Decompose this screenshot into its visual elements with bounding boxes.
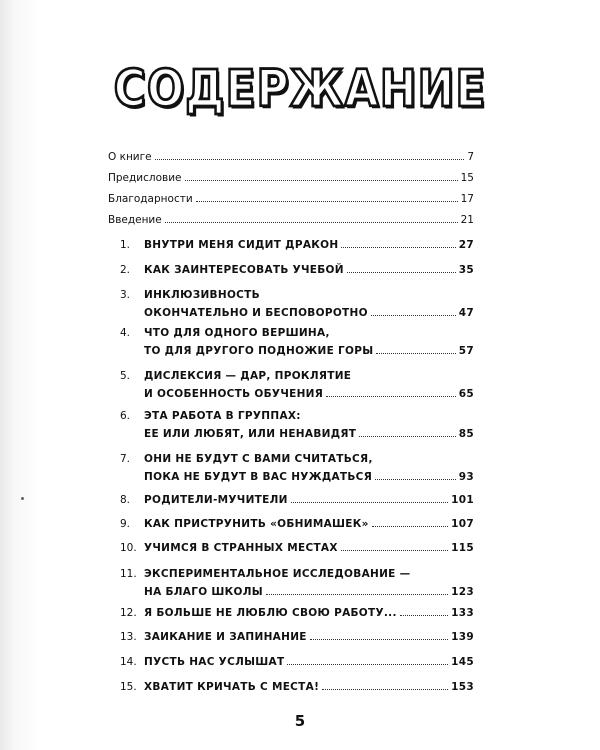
chapter-number: 13. bbox=[120, 631, 137, 643]
chapter-title bbox=[144, 680, 474, 694]
chapter-page: 123 bbox=[451, 586, 474, 598]
leader-dots bbox=[347, 271, 456, 273]
chapter-title bbox=[144, 369, 474, 401]
page-title: СОДЕРЖАНИЕ bbox=[113, 60, 487, 119]
chapter-title bbox=[144, 238, 474, 252]
leader-dots bbox=[185, 179, 458, 181]
scan-speck bbox=[21, 497, 24, 500]
chapter-title-line: ДИСЛЕКСИЯ — ДАР, ПРОКЛЯТИЕ bbox=[144, 370, 352, 382]
chapter-number: 11. bbox=[120, 568, 137, 580]
leader-dots bbox=[326, 395, 456, 397]
chapter-page: 35 bbox=[458, 264, 474, 276]
leader-dots bbox=[371, 314, 456, 316]
chapter-title-text: НА БЛАГО ШКОЛЫ bbox=[144, 586, 263, 598]
toc-entry-line bbox=[108, 213, 474, 227]
chapter-number: 1. bbox=[120, 239, 131, 251]
toc-entry-line bbox=[108, 171, 474, 185]
toc-entry-label: О книге bbox=[108, 151, 152, 163]
chapter-title-text: ЗАИКАНИЕ И ЗАПИНАНИЕ bbox=[144, 631, 307, 643]
leader-dots bbox=[291, 501, 448, 503]
toc-entry-label: Введение bbox=[108, 214, 162, 226]
toc-entry-page: 15 bbox=[460, 172, 474, 184]
chapter-title-text: ЕЕ ИЛИ ЛЮБЯТ, ИЛИ НЕНАВИДЯТ bbox=[144, 428, 357, 440]
leader-dots bbox=[341, 246, 455, 248]
chapter-number: 14. bbox=[120, 656, 137, 668]
leader-dots bbox=[165, 221, 458, 223]
chapter-title-line: ЭКСПЕРИМЕНТАЛЬНОЕ ИССЛЕДОВАНИЕ — bbox=[144, 568, 411, 580]
chapter-title-text: РОДИТЕЛИ-МУЧИТЕЛИ bbox=[144, 494, 288, 506]
chapter-number: 15. bbox=[120, 681, 137, 693]
chapter-page: 85 bbox=[458, 428, 474, 440]
chapter-page: 27 bbox=[458, 239, 474, 251]
leader-dots bbox=[287, 663, 448, 665]
chapter-title-text: КАК ПРИСТРУНИТЬ «ОБНИМАШЕК» bbox=[144, 518, 369, 530]
leader-dots bbox=[196, 200, 458, 202]
chapter-page: 107 bbox=[451, 518, 474, 530]
chapter-page: 139 bbox=[451, 631, 474, 643]
chapter-title bbox=[144, 326, 474, 358]
chapter-title-line bbox=[144, 263, 474, 277]
chapter-title-line: ОНИ НЕ БУДУТ С ВАМИ СЧИТАТЬСЯ, bbox=[144, 453, 373, 465]
chapter-title-text: ВНУТРИ МЕНЯ СИДИТ ДРАКОН bbox=[144, 239, 339, 251]
chapter-title-line bbox=[144, 387, 474, 401]
chapter-page: 145 bbox=[451, 656, 474, 668]
chapter-title bbox=[144, 288, 474, 320]
chapter-title-line bbox=[144, 680, 474, 694]
chapter-number: 8. bbox=[120, 494, 131, 506]
chapter-title-line bbox=[144, 630, 474, 644]
chapter-title bbox=[144, 409, 474, 441]
leader-dots bbox=[359, 435, 456, 437]
page-number: 5 bbox=[294, 712, 306, 730]
chapter-title-text: ТО ДЛЯ ДРУГОГО ПОДНОЖИЕ ГОРЫ bbox=[144, 345, 374, 357]
leader-dots bbox=[375, 478, 456, 480]
chapter-title-text: КАК ЗАИНТЕРЕСОВАТЬ УЧЕБОЙ bbox=[144, 264, 344, 276]
chapter-title-text: ОКОНЧАТЕЛЬНО И БЕСПОВОРОТНО bbox=[144, 307, 368, 319]
chapter-title-text: И ОСОБЕННОСТЬ ОБУЧЕНИЯ bbox=[144, 388, 324, 400]
chapter-title bbox=[144, 567, 474, 599]
chapter-title-text: ПОКА НЕ БУДУТ В ВАС НУЖДАТЬСЯ bbox=[144, 471, 373, 483]
chapter-title-line: ИНКЛЮЗИВНОСТЬ bbox=[144, 289, 260, 301]
leader-dots bbox=[372, 525, 448, 527]
chapter-page: 101 bbox=[451, 494, 474, 506]
chapter-title bbox=[144, 541, 474, 555]
chapter-number: 10. bbox=[120, 542, 137, 554]
chapter-title-line bbox=[144, 470, 474, 484]
chapter-title-text: УЧИМСЯ В СТРАННЫХ МЕСТАХ bbox=[144, 542, 338, 554]
chapter-title-line: ЭТА РАБОТА В ГРУППАХ: bbox=[144, 410, 301, 422]
toc-entry[interactable] bbox=[108, 171, 474, 185]
chapter-title bbox=[144, 630, 474, 644]
chapter-title bbox=[144, 606, 474, 620]
chapter-title-line bbox=[144, 585, 474, 599]
chapter-page: 153 bbox=[451, 681, 474, 693]
chapter-number: 4. bbox=[120, 327, 131, 339]
chapter-number: 12. bbox=[120, 607, 137, 619]
chapter-page: 115 bbox=[451, 542, 474, 554]
chapter-number: 7. bbox=[120, 453, 131, 465]
chapter-title bbox=[144, 493, 474, 507]
chapter-title-text: Я БОЛЬШЕ НЕ ЛЮБЛЮ СВОЮ РАБОТУ... bbox=[144, 607, 397, 619]
toc-entry-label: Благодарности bbox=[108, 193, 193, 205]
chapter-title bbox=[144, 655, 474, 669]
toc-entry-page: 21 bbox=[460, 214, 474, 226]
chapter-page: 47 bbox=[458, 307, 474, 319]
chapter-page: 133 bbox=[451, 607, 474, 619]
chapter-title-line bbox=[144, 306, 474, 320]
toc-entry-page: 7 bbox=[467, 151, 474, 163]
toc-entry[interactable] bbox=[108, 192, 474, 206]
chapter-title-line bbox=[144, 655, 474, 669]
chapter-number: 2. bbox=[120, 264, 131, 276]
chapter-title-line: ЧТО ДЛЯ ОДНОГО ВЕРШИНА, bbox=[144, 327, 330, 339]
chapter-title bbox=[144, 517, 474, 531]
chapter-page: 57 bbox=[458, 345, 474, 357]
chapter-title-text: ПУСТЬ НАС УСЛЫШАТ bbox=[144, 656, 285, 668]
chapter-title-line bbox=[144, 517, 474, 531]
leader-dots bbox=[155, 158, 465, 160]
leader-dots bbox=[266, 593, 448, 595]
chapter-title-line bbox=[144, 238, 474, 252]
chapter-title-line bbox=[144, 541, 474, 555]
chapter-number: 3. bbox=[120, 289, 131, 301]
leader-dots bbox=[310, 638, 448, 640]
leader-dots bbox=[341, 549, 448, 551]
chapter-number: 5. bbox=[120, 370, 131, 382]
toc-entry-line bbox=[108, 192, 474, 206]
chapter-title-line bbox=[144, 427, 474, 441]
chapter-title-line bbox=[144, 606, 474, 620]
toc-entry[interactable] bbox=[108, 213, 474, 227]
chapter-title-text: ХВАТИТ КРИЧАТЬ С МЕСТА! bbox=[144, 681, 320, 693]
chapter-number: 6. bbox=[120, 410, 131, 422]
chapter-title bbox=[144, 452, 474, 484]
toc-entry-line bbox=[108, 150, 474, 164]
toc-entry[interactable] bbox=[108, 150, 474, 164]
chapter-title-line bbox=[144, 344, 474, 358]
leader-dots bbox=[400, 614, 448, 616]
chapter-title-line bbox=[144, 493, 474, 507]
chapter-title bbox=[144, 263, 474, 277]
toc-entry-page: 17 bbox=[460, 193, 474, 205]
chapter-page: 93 bbox=[458, 471, 474, 483]
chapter-number: 9. bbox=[120, 518, 131, 530]
leader-dots bbox=[322, 688, 448, 690]
chapter-page: 65 bbox=[458, 388, 474, 400]
leader-dots bbox=[376, 352, 455, 354]
toc-entry-label: Предисловие bbox=[108, 172, 182, 184]
